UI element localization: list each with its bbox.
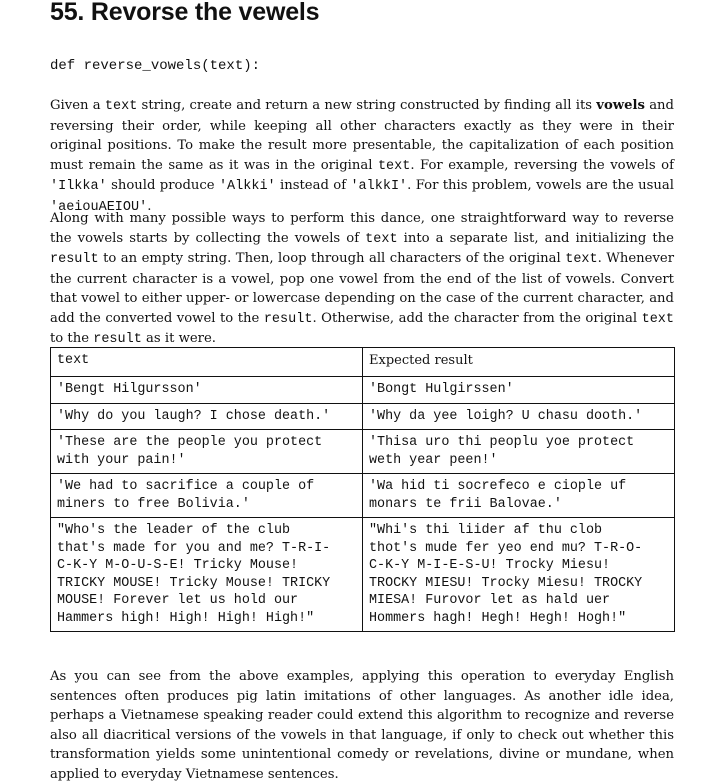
header-text: text xyxy=(51,348,363,377)
function-signature: def reverse_vowels(text): xyxy=(50,58,261,74)
inline-code: result xyxy=(50,252,99,267)
inline-code: 'alkkI' xyxy=(350,179,408,194)
page-title: 55. Revorse the vewels xyxy=(50,0,320,26)
inline-code: text xyxy=(565,252,598,267)
text-run: instead of xyxy=(275,178,351,193)
table-row xyxy=(51,518,675,632)
text-run: and reversing their order, while keeping all other characters exactly as they were in their original positions. To make the result more presentable, the capitalization of each position must remain the same as it was in the original xyxy=(50,98,674,173)
description-paragraph xyxy=(50,96,674,217)
algorithm-paragraph xyxy=(50,209,674,350)
bold-term: vowels xyxy=(596,98,645,113)
text-run: . Otherwise, add the character from the original xyxy=(312,310,642,326)
table-row xyxy=(51,430,675,474)
input-cell: 'These are the people you protect with your pain!' xyxy=(51,430,363,474)
text-run: . Whenever the current character is a vowel, pop one vowel from the end of the list of vowels. Convert that vowel to either upper- or lowercase depending on the case of the current character, and add the converted vowel to the xyxy=(50,251,674,326)
text-run: Given a xyxy=(50,98,105,113)
text-run: as it were. xyxy=(141,331,216,346)
inline-code: text xyxy=(641,311,674,327)
table-header-row xyxy=(51,348,675,377)
text-run: should produce xyxy=(106,178,219,193)
inline-code: text xyxy=(377,158,411,174)
text-run: . For this problem, vowels are the usual xyxy=(407,178,674,193)
inline-code: 'Ilkka' xyxy=(50,179,107,194)
inline-code: 'aeiouAEIOU' xyxy=(50,199,148,215)
examples-table xyxy=(50,347,675,632)
header-expected-result: Expected result xyxy=(363,348,675,377)
closing-paragraph xyxy=(50,667,674,784)
text-run: to the xyxy=(50,331,94,346)
result-cell: 'Bongt Hulgirssen' xyxy=(363,377,675,404)
inline-code: result xyxy=(263,311,313,327)
result-cell: 'Wa hid ti socrefeco e ciople uf monars te frii Balovae.' xyxy=(363,474,675,518)
inline-code: text xyxy=(365,231,398,247)
result-cell: 'Thisa uro thi peoplu yoe protect weth year peen!' xyxy=(363,430,675,474)
result-cell: 'Why da yee loigh? U chasu dooth.' xyxy=(363,403,675,430)
table-row xyxy=(51,403,675,430)
text-run: into a separate list, and initializing the xyxy=(397,230,674,246)
input-cell: "Who's the leader of the club that's made for you and me? T-R-I- C-K-Y M-O-U-S-E! Tricky Mouse! TRICKY MOUSE! Tricky Mouse! TRICKY MOUSE! Forever let us hold our Hammers high! High! High! High!" xyxy=(51,518,363,632)
text-run: Along with many possible ways to perform this dance, one straightforward way to reverse the vowels starts by collecting the vowels of xyxy=(50,211,674,246)
text-run: As you can see from the above examples, applying this operation to everyday English sentences often produces pig latin imitations of other languages. As another idle idea, perhaps a Vietnamese speaking reader could extend this algorithm to recognize and reverse also all diacritical versions of the vowels in that language, if only to check out whether this transformation yields some unintentional comedy or revelations, divine or mundane, when applied to everyday Vietnamese sentences. xyxy=(50,669,674,782)
text-run: to an empty string. Then, loop through all characters of the original xyxy=(98,251,566,266)
text-run: string, create and return a new string constructed by finding all its xyxy=(137,98,597,113)
table-row xyxy=(51,474,675,518)
text-run: . xyxy=(147,198,152,214)
input-cell: 'Why do you laugh? I chose death.' xyxy=(51,403,363,430)
inline-code: text xyxy=(104,99,138,114)
input-cell: 'Bengt Hilgursson' xyxy=(51,377,363,404)
input-cell: 'We had to sacrifice a couple of miners to free Bolivia.' xyxy=(51,474,363,518)
text-run: . For example, reversing the vowels of xyxy=(410,157,674,173)
result-cell: "Whi's thi liider af thu clob thot's mude fer yeo end mu? T-R-O- C-K-Y M-I-E-S-U! Trocky Miesu! TROCKY MIESU! Trocky Miesu! TROCKY MIESA! Furovor let as hald uer Hommers hagh! Hegh! Hegh! Hogh!" xyxy=(363,518,675,632)
inline-code: result xyxy=(93,332,142,347)
inline-code: 'Alkki' xyxy=(218,179,276,194)
table-row xyxy=(51,377,675,404)
